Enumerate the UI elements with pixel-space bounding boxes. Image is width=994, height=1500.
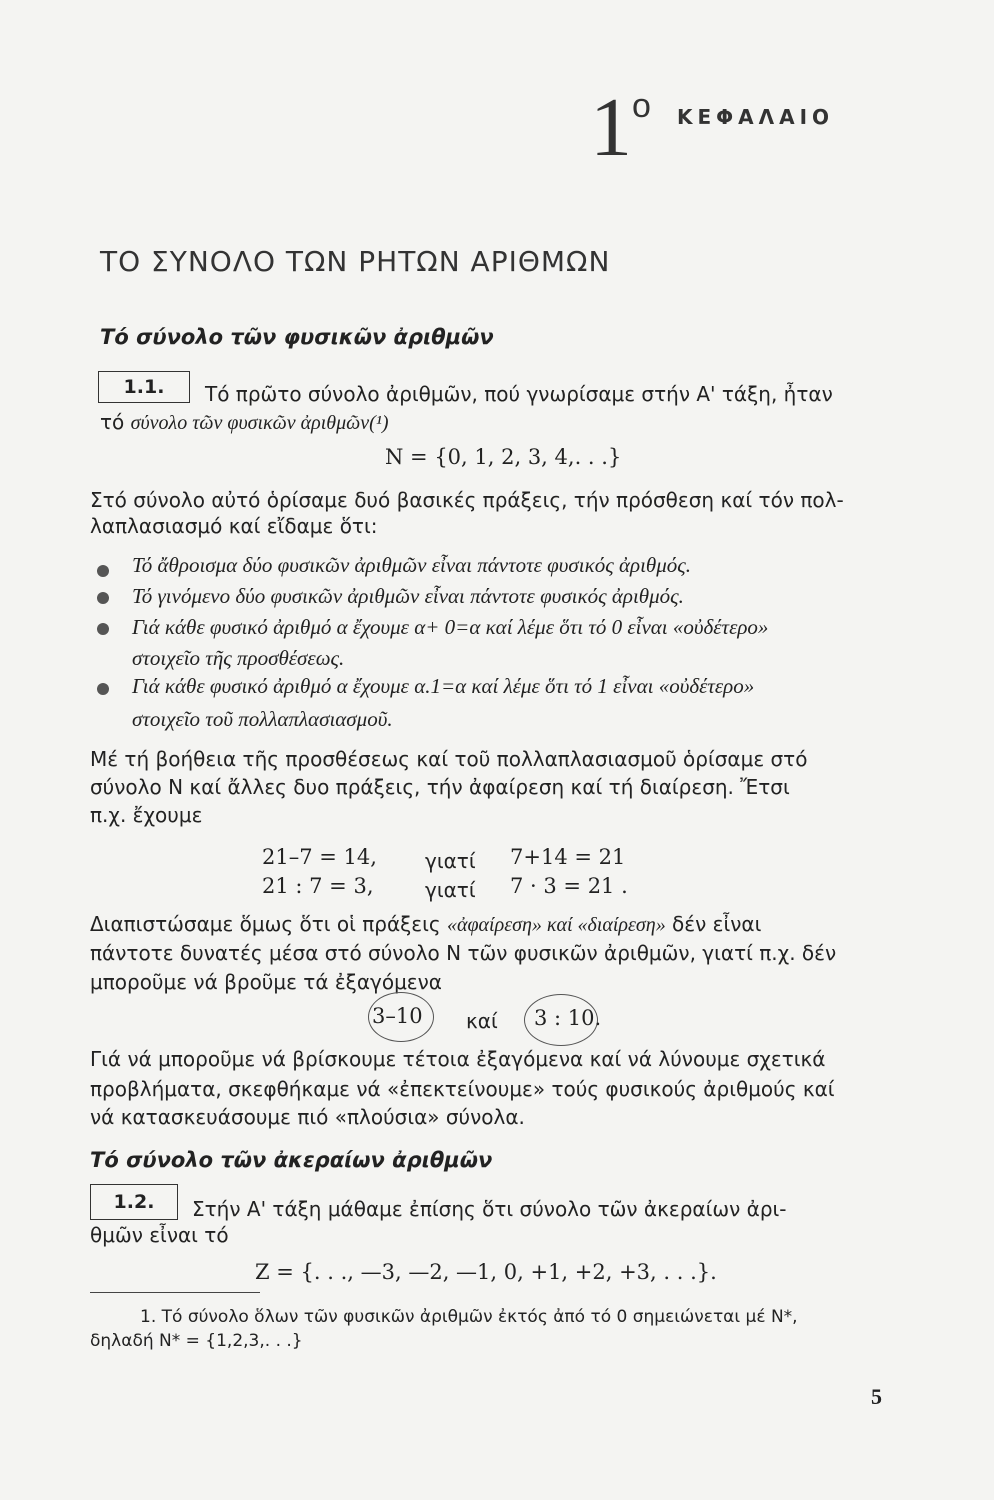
extend-line-3: νά κατασκευάσουμε πιό «πλούσια» σύνολα. — [90, 1105, 525, 1129]
operations-line-1: Στό σύνολο αὐτό ὁρίσαμε δυό βασικές πράξεις, τήν πρόσθεση καί τόν πολ- — [90, 488, 844, 512]
bullet-text-4: Γιά κάθε φυσικό ἀριθμό α ἔχουμε α.1=α καί λέμε ὅτι τό 1 εἶναι «οὐδέτερο» — [132, 674, 755, 698]
equation-1-right: 7+14 = 21 — [510, 845, 626, 869]
footnote-divider — [90, 1292, 260, 1293]
equation-2-left: 21 : 7 = 3, — [262, 874, 374, 898]
section-heading-integer: Τό σύνολο τῶν ἀκεραίων ἀριθμῶν — [90, 1148, 493, 1172]
footnote-line-1: 1. Τό σύνολο ὅλων τῶν φυσικῶν ἀριθμῶν ἐκτός ἀπό τό 0 σημειώνεται μέ N*, — [140, 1307, 798, 1327]
bullet-icon — [97, 592, 109, 604]
help-line-3: π.χ. ἔχουμε — [90, 803, 203, 827]
bullet-icon — [97, 683, 109, 695]
set-z-definition: Z = {. . ., —3, —2, —1, 0, +1, +2, +3, . . .}. — [255, 1260, 717, 1284]
help-line-2: σύνολο N καί ἄλλες δυο πράξεις, τήν ἀφαίρεση καί τή διαίρεση. Ἔτσι — [90, 775, 790, 799]
help-line-1: Μέ τή βοήθεια τῆς προσθέσεως καί τοῦ πολλαπλασιασμοῦ ὁρίσαμε στό — [90, 747, 808, 771]
bullet-text-3-cont: στοιχεῖο τῆς προσθέσεως. — [132, 646, 345, 670]
intro-line-2: τό σύνολο τῶν φυσικῶν ἀριθμῶν(¹) — [100, 410, 389, 434]
chapter-label: ΚΕΦΑΛΑΙΟ — [677, 105, 835, 129]
section-heading-natural: Τό σύνολο τῶν φυσικῶν ἀριθμῶν — [100, 325, 494, 349]
chapter-number: $1^o$ — [590, 81, 651, 174]
example-division: 3 : 10. — [534, 1006, 602, 1030]
page-title: ΤΟ ΣΥΝΟΛΟ ΤΩΝ ΡΗΤΩΝ ΑΡΙΘΜΩΝ — [100, 245, 611, 278]
bullet-icon — [97, 623, 109, 635]
diap-line-3: μποροῦμε νά βροῦμε τά ἐξαγόμενα — [90, 970, 442, 994]
paragraph-number-1-2: 1.2. — [90, 1184, 178, 1220]
bullet-text-3: Γιά κάθε φυσικό ἀριθμό α ἔχουμε α+ 0=α καί λέμε ὅτι τό 0 εἶναι «οὐδέτερο» — [132, 615, 769, 639]
operations-line-2: λαπλασιασμό καί εἴδαμε ὅτι: — [90, 514, 378, 538]
page-number: 5 — [871, 1384, 882, 1409]
bullet-text-1: Τό ἄθροισμα δύο φυσικῶν ἀριθμῶν εἶναι πάντοτε φυσικός ἀριθμός. — [132, 553, 692, 577]
paragraph-number-1-1: 1.1. — [98, 371, 190, 403]
diap-line-1: Διαπιστώσαμε ὅμως ὅτι οἱ πράξεις «ἀφαίρεση» καί «διαίρεση» δέν εἶναι — [90, 912, 762, 936]
footnote-line-2: δηλαδή N* = {1,2,3,. . .} — [90, 1331, 303, 1351]
intro-line-1: Τό πρῶτο σύνολο ἀριθμῶν, πού γνωρίσαμε στήν Α' τάξη, ἦταν — [205, 382, 833, 406]
bullet-text-4-cont: στοιχεῖο τοῦ πολλαπλασιασμοῦ. — [132, 707, 393, 731]
bullet-text-2: Τό γινόμενο δύο φυσικῶν ἀριθμῶν εἶναι πάντοτε φυσικός ἀριθμός. — [132, 584, 684, 608]
integer-intro-line-1: Στήν Α' τάξη μάθαμε ἐπίσης ὅτι σύνολο τῶν ἀκεραίων ἀρι- — [192, 1197, 787, 1221]
integer-intro-line-2: θμῶν εἶναι τό — [90, 1223, 229, 1247]
example-and: καί — [466, 1009, 498, 1033]
diap-line-2: πάντοτε δυνατές μέσα στό σύνολο N τῶν φυσικῶν ἀριθμῶν, γιατί π.χ. δέν — [90, 941, 837, 965]
bullet-icon — [97, 565, 109, 577]
equation-2-right: 7 · 3 = 21 . — [510, 874, 628, 898]
set-n-definition: N = {0, 1, 2, 3, 4,. . .} — [385, 445, 622, 469]
equation-2-because: γιατί — [425, 878, 476, 902]
extend-line-2: προβλήματα, σκεφθήκαμε νά «ἐπεκτείνουμε» τούς φυσικούς ἀριθμούς καί — [90, 1077, 835, 1101]
extend-line-1: Γιά νά μποροῦμε νά βρίσκουμε τέτοια ἐξαγόμενα καί νά λύνουμε σχετικά — [90, 1047, 826, 1071]
equation-1-left: 21–7 = 14, — [262, 845, 377, 869]
example-subtraction: 3–10 — [372, 1004, 423, 1028]
equation-1-because: γιατί — [425, 849, 476, 873]
